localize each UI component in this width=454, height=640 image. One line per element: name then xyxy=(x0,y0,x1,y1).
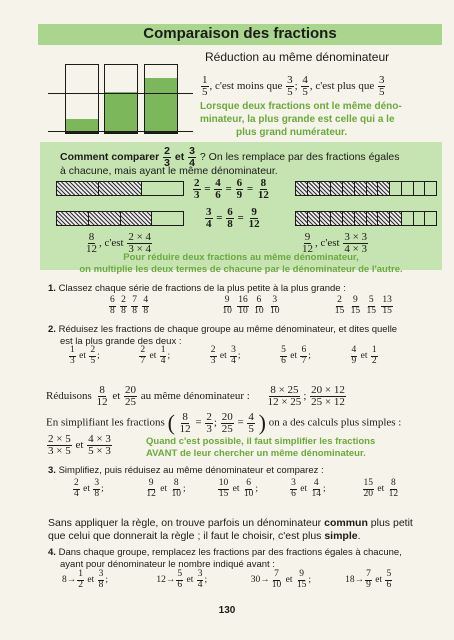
exercise-1-text: 1. Classez chaque série de fractions de la plus petite à la plus grande : xyxy=(48,283,346,294)
reduce-line: Réduisons $\frac{8}{12}$ et $\frac{20}{25}$ au même dénominateur : $\frac{8 \times 25}{12 \times 25}$ ; $\frac{20 \times 12}{25 \times 12}$ xyxy=(46,384,345,408)
result-8-12: $\frac{8}{12}$ , c'est $\frac{2 \times 4}{3 \times 4}$ xyxy=(86,231,152,255)
ex3-pair-1: $\frac{2}{4}$ et $\frac{3}{8}$ ; xyxy=(74,478,104,499)
exercise-2-text: 2. Réduisez les fractions de chaque groupe au même dénominateur, et dites quelle est la plus grande des deux : xyxy=(48,324,398,347)
bar-9-12 xyxy=(295,211,437,226)
subtitle: Réduction au même dénominateur xyxy=(205,50,390,64)
result-9-12: $\frac{9}{12}$ , c'est $\frac{3 \times 3}{4 \times 3}$ xyxy=(302,231,368,255)
rule1-text: Lorsque deux fractions ont le même déno- minateur, la plus grande est celle qui a le plus grand numérateur. xyxy=(200,101,402,138)
ex4-group-4: 18→ $\frac{7}{9}$ et $\frac{5}{6}$ xyxy=(345,569,392,590)
ex2-pair-1: $\frac{1}{3}$ et $\frac{2}{5}$ ; xyxy=(70,345,100,366)
simplify-rule: Quand c'est possible, il faut simplifier les fractions AVANT de leur chercher un même dénominateur. xyxy=(146,436,376,459)
exercise-4-text: 4. Dans chaque groupe, remplacez les fractions par des fractions égales à chacune, ayant pour dénominateur le nombre indiqué avant : xyxy=(48,547,402,570)
tube-fill-3 xyxy=(145,78,177,132)
bar-8-12 xyxy=(295,181,437,196)
ex2-pair-5: $\frac{4}{9}$ et $\frac{1}{2}$ xyxy=(351,345,377,366)
tube-fill-1 xyxy=(66,119,98,132)
ex1-group-2: $\frac{9}{10}$ $\frac{16}{10}$ $\frac{6}{10}$ $\frac{3}{10}$ xyxy=(222,295,280,316)
tube-fill-2 xyxy=(105,92,137,132)
exercise-4-groups xyxy=(62,570,393,590)
exercise-2-pairs xyxy=(68,346,379,366)
tube-base xyxy=(48,131,193,132)
equality-3-4: $\frac{3}{4}$ = $\frac{6}{8}$ = $\frac{9}{12}$ xyxy=(206,206,260,230)
ex3-pair-5: $\frac{15}{20}$ et $\frac{8}{12}$ xyxy=(363,478,399,499)
ex3-pair-2: $\frac{9}{12}$ et $\frac{8}{10}$ ; xyxy=(146,478,186,499)
ex4-group-3: 30→ $\frac{7}{10}$ et $\frac{9}{15}$ ; xyxy=(250,569,311,590)
common-denominator-text: Sans appliquer la règle, on trouve parfois un dénominateur commun plus petit que celui que donnerait la règle ; il faut le choisir, c'est plus simple. xyxy=(48,517,413,542)
tube-stand xyxy=(48,93,193,94)
ex4-group-1: 8→ $\frac{1}{2}$ et $\frac{3}{8}$ ; xyxy=(62,569,108,590)
ex2-pair-4: $\frac{5}{6}$ et $\frac{6}{7}$ ; xyxy=(281,345,311,366)
page-number: 130 xyxy=(218,605,236,616)
rule1-intro: $\frac{1}{5}$ , c'est moins que $\frac{3}{5}$ ; $\frac{4}{5}$ , c'est plus que $\frac{3}{5}$ xyxy=(202,74,385,98)
bar-3-4 xyxy=(56,211,184,226)
exercise-3-text: 3. Simplifiez, puis réduisez au même dénominateur et comparez : xyxy=(48,465,324,476)
exercise-3-pairs xyxy=(72,479,400,499)
tube-1 xyxy=(65,64,99,134)
exercise-1-groups xyxy=(108,296,394,316)
page-title: Comparaison des fractions xyxy=(143,25,337,42)
ex1-group-1: $\frac{6}{8}$ $\frac{2}{8}$ $\frac{7}{8}$ $\frac{4}{8}$ xyxy=(110,295,149,316)
ex3-pair-4: $\frac{3}{6}$ et $\frac{4}{14}$ ; xyxy=(291,478,326,499)
ex1-group-3: $\frac{2}{15}$ $\frac{9}{15}$ $\frac{5}{15}$ $\frac{13}{15}$ xyxy=(334,295,392,316)
compare-line1: Comment comparer $\frac{2}{3}$ et $\frac{3}{4}$ ? On les remplace par des fractions égales xyxy=(60,145,400,169)
ex2-pair-3: $\frac{2}{3}$ et $\frac{3}{4}$ ; xyxy=(210,345,241,366)
simplify-line: En simplifiant les fractions ( $\frac{8}{12}$ = $\frac{2}{3}$ ; $\frac{20}{25}$ = $\frac{4}{5}$ ) on a des calculs plus simples : xyxy=(46,410,402,435)
simplify-result: $\frac{2 \times 5}{3 \times 5}$ et $\frac{4 \times 3}{5 \times 3}$ xyxy=(48,433,111,457)
bar-2-3 xyxy=(56,181,184,196)
equality-2-3: $\frac{2}{3}$ = $\frac{4}{6}$ = $\frac{6}{9}$ = $\frac{8}{12}$ xyxy=(194,177,269,201)
ex2-pair-2: $\frac{2}{7}$ et $\frac{1}{4}$ ; xyxy=(140,345,171,366)
ex3-pair-3: $\frac{10}{15}$ et $\frac{6}{10}$ ; xyxy=(218,478,258,499)
tube-3 xyxy=(144,64,178,134)
tube-2 xyxy=(104,64,138,134)
compare-line2: à chacune, mais ayant le même dénominateur. xyxy=(60,165,278,177)
ex4-group-2: 12→ $\frac{5}{6}$ et $\frac{3}{4}$ ; xyxy=(156,569,208,590)
rule2-text: Pour réduire deux fractions au même dénominateur, on multiplie les deux termes de chacune par le dénominateur de l'autre. xyxy=(79,252,403,275)
